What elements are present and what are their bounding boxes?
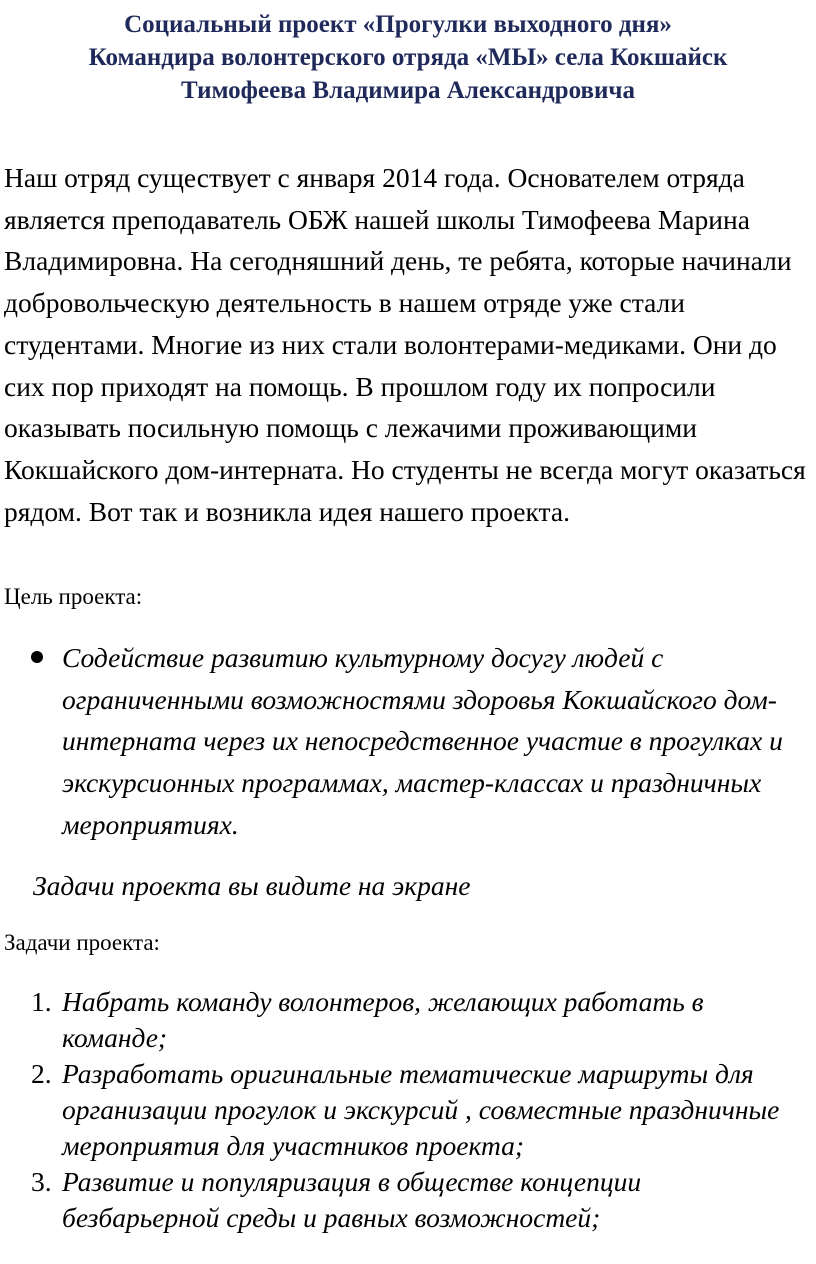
task-item [31, 1164, 802, 1236]
screen-note: Задачи проекта вы видите на экране [33, 870, 471, 901]
goal-item [62, 637, 814, 846]
task-text: Набрать команду волонтеров, желающих работать в команде; [62, 986, 704, 1053]
title-line-1: Социальный проект «Прогулки выходного дня» [124, 11, 672, 38]
goal-item-text: Содействие развитию культурному досугу людей с ограниченными возможностями здоровья Кокшайского дом-интерната через их непосредственное участие в прогулках и экскурсионных программах, мастер-классах и праздничных мероприятиях. [62, 642, 783, 840]
document-title [0, 8, 816, 107]
task-number: 3. [31, 1166, 52, 1197]
title-line-3: Тимофеева Владимира Александровича [181, 77, 635, 104]
task-list [31, 984, 802, 1236]
task-item [31, 1056, 802, 1164]
task-number: 2. [31, 1058, 52, 1089]
intro-paragraph: Наш отряд существует с января 2014 года. Основателем отряда является преподаватель ОБЖ нашей школы Тимофеева Марина Владимировна. На сегодняшний день, те ребята, которые начинали добровольческую деятельность в нашем отряде уже стали студентами. Многие из них стали волонтерами-медиками. Они до сих пор приходят на помощь. В прошлом году их попросили оказывать посильную помощь с лежачими проживающими Кокшайского дом-интерната. Но студенты не всегда могут оказаться рядом. Вот так и возникла идея нашего проекта. [4, 162, 806, 527]
tasks-heading: Задачи проекта: [4, 930, 160, 955]
goal-heading: Цель проекта: [4, 584, 143, 609]
task-number: 1. [31, 986, 52, 1017]
task-text: Разработать оригинальные тематические маршруты для организации прогулок и экскурсий , совместные праздничные мероприятия для участников проекта; [62, 1058, 780, 1161]
bullet-icon [31, 651, 43, 663]
title-line-2: Командира волонтерского отряда «МЫ» села Кокшайск [88, 44, 728, 71]
task-item [31, 984, 802, 1056]
task-text: Развитие и популяризация в обществе концепции безбарьерной среды и равных возможностей; [62, 1166, 642, 1233]
goal-list [62, 637, 814, 846]
